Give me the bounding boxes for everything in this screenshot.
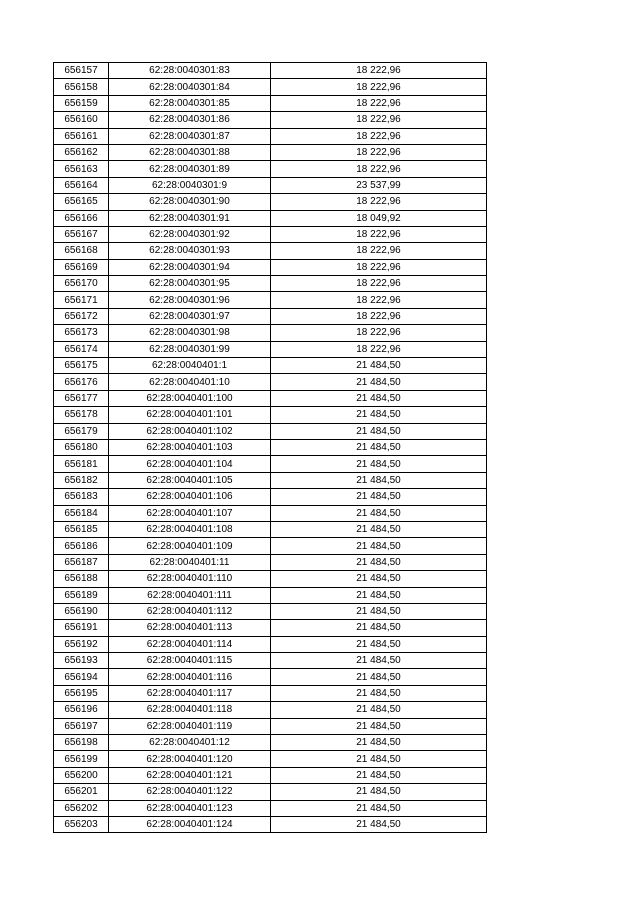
table-body xyxy=(54,63,487,833)
table-row xyxy=(54,276,487,292)
cadastral-number-cell: 62:28:0040301:96 xyxy=(109,292,271,308)
cadastral-number-cell: 62:28:0040401:122 xyxy=(109,784,271,800)
row-number-cell: 656188 xyxy=(54,571,109,587)
value-cell: 21 484,50 xyxy=(271,685,487,701)
value-cell: 21 484,50 xyxy=(271,784,487,800)
value-cell: 21 484,50 xyxy=(271,816,487,832)
cadastral-number-cell: 62:28:0040401:119 xyxy=(109,718,271,734)
table-row xyxy=(54,63,487,79)
table-row xyxy=(54,128,487,144)
table-row xyxy=(54,341,487,357)
table-row xyxy=(54,308,487,324)
value-cell: 21 484,50 xyxy=(271,456,487,472)
row-number-cell: 656178 xyxy=(54,407,109,423)
value-cell: 21 484,50 xyxy=(271,358,487,374)
cadastral-number-cell: 62:28:0040301:91 xyxy=(109,210,271,226)
row-number-cell: 656165 xyxy=(54,194,109,210)
value-cell: 21 484,50 xyxy=(271,718,487,734)
row-number-cell: 656185 xyxy=(54,521,109,537)
table-row xyxy=(54,751,487,767)
value-cell: 21 484,50 xyxy=(271,735,487,751)
cadastral-number-cell: 62:28:0040401:106 xyxy=(109,489,271,505)
value-cell: 21 484,50 xyxy=(271,636,487,652)
table-row xyxy=(54,112,487,128)
cadastral-number-cell: 62:28:0040401:120 xyxy=(109,751,271,767)
row-number-cell: 656170 xyxy=(54,276,109,292)
row-number-cell: 656191 xyxy=(54,620,109,636)
row-number-cell: 656180 xyxy=(54,439,109,455)
row-number-cell: 656157 xyxy=(54,63,109,79)
cadastral-number-cell: 62:28:0040301:92 xyxy=(109,226,271,242)
cadastral-number-cell: 62:28:0040401:110 xyxy=(109,571,271,587)
cadastral-number-cell: 62:28:0040401:115 xyxy=(109,653,271,669)
value-cell: 18 222,96 xyxy=(271,194,487,210)
row-number-cell: 656176 xyxy=(54,374,109,390)
cadastral-number-cell: 62:28:0040401:107 xyxy=(109,505,271,521)
table-row xyxy=(54,685,487,701)
row-number-cell: 656164 xyxy=(54,177,109,193)
table-row xyxy=(54,767,487,783)
cadastral-number-cell: 62:28:0040401:121 xyxy=(109,767,271,783)
table-row xyxy=(54,194,487,210)
cadastral-number-cell: 62:28:0040401:109 xyxy=(109,538,271,554)
cadastral-number-cell: 62:28:0040401:102 xyxy=(109,423,271,439)
value-cell: 21 484,50 xyxy=(271,751,487,767)
value-cell: 21 484,50 xyxy=(271,571,487,587)
row-number-cell: 656162 xyxy=(54,144,109,160)
table-row xyxy=(54,325,487,341)
row-number-cell: 656166 xyxy=(54,210,109,226)
table-row xyxy=(54,177,487,193)
row-number-cell: 656168 xyxy=(54,243,109,259)
value-cell: 18 049,92 xyxy=(271,210,487,226)
row-number-cell: 656182 xyxy=(54,472,109,488)
cadastral-number-cell: 62:28:0040301:95 xyxy=(109,276,271,292)
table-row xyxy=(54,144,487,160)
table-row xyxy=(54,210,487,226)
value-cell: 18 222,96 xyxy=(271,128,487,144)
table-row xyxy=(54,718,487,734)
row-number-cell: 656173 xyxy=(54,325,109,341)
cadastral-number-cell: 62:28:0040401:104 xyxy=(109,456,271,472)
value-cell: 18 222,96 xyxy=(271,292,487,308)
row-number-cell: 656169 xyxy=(54,259,109,275)
table-row xyxy=(54,636,487,652)
row-number-cell: 656174 xyxy=(54,341,109,357)
value-cell: 21 484,50 xyxy=(271,407,487,423)
cadastral-number-cell: 62:28:0040301:88 xyxy=(109,144,271,160)
value-cell: 21 484,50 xyxy=(271,702,487,718)
value-cell: 18 222,96 xyxy=(271,79,487,95)
row-number-cell: 656163 xyxy=(54,161,109,177)
row-number-cell: 656198 xyxy=(54,735,109,751)
row-number-cell: 656172 xyxy=(54,308,109,324)
cadastral-number-cell: 62:28:0040401:1 xyxy=(109,358,271,374)
table-row xyxy=(54,521,487,537)
value-cell: 21 484,50 xyxy=(271,423,487,439)
table-row xyxy=(54,423,487,439)
cadastral-number-cell: 62:28:0040301:87 xyxy=(109,128,271,144)
row-number-cell: 656181 xyxy=(54,456,109,472)
cadastral-number-cell: 62:28:0040401:124 xyxy=(109,816,271,832)
value-cell: 21 484,50 xyxy=(271,767,487,783)
value-cell: 21 484,50 xyxy=(271,505,487,521)
value-cell: 21 484,50 xyxy=(271,653,487,669)
row-number-cell: 656187 xyxy=(54,554,109,570)
row-number-cell: 656190 xyxy=(54,603,109,619)
value-cell: 18 222,96 xyxy=(271,161,487,177)
value-cell: 21 484,50 xyxy=(271,587,487,603)
table-row xyxy=(54,226,487,242)
value-cell: 18 222,96 xyxy=(271,308,487,324)
row-number-cell: 656196 xyxy=(54,702,109,718)
cadastral-number-cell: 62:28:0040301:9 xyxy=(109,177,271,193)
row-number-cell: 656171 xyxy=(54,292,109,308)
cadastral-number-cell: 62:28:0040401:117 xyxy=(109,685,271,701)
row-number-cell: 656203 xyxy=(54,816,109,832)
value-cell: 18 222,96 xyxy=(271,276,487,292)
cadastral-number-cell: 62:28:0040301:86 xyxy=(109,112,271,128)
value-cell: 21 484,50 xyxy=(271,620,487,636)
table-row xyxy=(54,439,487,455)
row-number-cell: 656200 xyxy=(54,767,109,783)
cadastral-number-cell: 62:28:0040301:85 xyxy=(109,95,271,111)
table-row xyxy=(54,784,487,800)
value-cell: 18 222,96 xyxy=(271,341,487,357)
table-row xyxy=(54,735,487,751)
row-number-cell: 656158 xyxy=(54,79,109,95)
row-number-cell: 656179 xyxy=(54,423,109,439)
cadastral-number-cell: 62:28:0040401:111 xyxy=(109,587,271,603)
table-row xyxy=(54,456,487,472)
row-number-cell: 656177 xyxy=(54,390,109,406)
row-number-cell: 656195 xyxy=(54,685,109,701)
row-number-cell: 656194 xyxy=(54,669,109,685)
cadastral-number-cell: 62:28:0040401:105 xyxy=(109,472,271,488)
cadastral-number-cell: 62:28:0040401:12 xyxy=(109,735,271,751)
table-row xyxy=(54,472,487,488)
cadastral-number-cell: 62:28:0040401:116 xyxy=(109,669,271,685)
table-row xyxy=(54,358,487,374)
cadastral-number-cell: 62:28:0040401:118 xyxy=(109,702,271,718)
row-number-cell: 656160 xyxy=(54,112,109,128)
value-cell: 21 484,50 xyxy=(271,390,487,406)
table-row xyxy=(54,161,487,177)
row-number-cell: 656199 xyxy=(54,751,109,767)
value-cell: 21 484,50 xyxy=(271,439,487,455)
value-cell: 21 484,50 xyxy=(271,521,487,537)
value-cell: 21 484,50 xyxy=(271,554,487,570)
cadastral-number-cell: 62:28:0040301:99 xyxy=(109,341,271,357)
row-number-cell: 656189 xyxy=(54,587,109,603)
value-cell: 21 484,50 xyxy=(271,603,487,619)
row-number-cell: 656197 xyxy=(54,718,109,734)
row-number-cell: 656202 xyxy=(54,800,109,816)
cadastral-number-cell: 62:28:0040301:89 xyxy=(109,161,271,177)
row-number-cell: 656161 xyxy=(54,128,109,144)
row-number-cell: 656201 xyxy=(54,784,109,800)
table-row xyxy=(54,702,487,718)
value-cell: 18 222,96 xyxy=(271,243,487,259)
value-cell: 21 484,50 xyxy=(271,489,487,505)
cadastral-number-cell: 62:28:0040301:83 xyxy=(109,63,271,79)
table-row xyxy=(54,554,487,570)
table-row xyxy=(54,571,487,587)
row-number-cell: 656167 xyxy=(54,226,109,242)
cadastral-number-cell: 62:28:0040301:98 xyxy=(109,325,271,341)
table-row xyxy=(54,374,487,390)
cadastral-number-cell: 62:28:0040401:101 xyxy=(109,407,271,423)
value-cell: 18 222,96 xyxy=(271,226,487,242)
table-row xyxy=(54,259,487,275)
table-row xyxy=(54,243,487,259)
cadastral-number-cell: 62:28:0040301:93 xyxy=(109,243,271,259)
value-cell: 21 484,50 xyxy=(271,472,487,488)
cadastral-number-cell: 62:28:0040301:94 xyxy=(109,259,271,275)
table-row xyxy=(54,95,487,111)
cadastral-number-cell: 62:28:0040401:10 xyxy=(109,374,271,390)
row-number-cell: 656184 xyxy=(54,505,109,521)
table-row xyxy=(54,79,487,95)
row-number-cell: 656192 xyxy=(54,636,109,652)
cadastral-number-cell: 62:28:0040401:11 xyxy=(109,554,271,570)
value-cell: 21 484,50 xyxy=(271,669,487,685)
cadastral-number-cell: 62:28:0040301:97 xyxy=(109,308,271,324)
cadastral-number-cell: 62:28:0040301:90 xyxy=(109,194,271,210)
table-row xyxy=(54,620,487,636)
table-row xyxy=(54,390,487,406)
table-row xyxy=(54,587,487,603)
value-cell: 18 222,96 xyxy=(271,325,487,341)
table-row xyxy=(54,653,487,669)
row-number-cell: 656175 xyxy=(54,358,109,374)
table-row xyxy=(54,292,487,308)
value-cell: 18 222,96 xyxy=(271,112,487,128)
row-number-cell: 656159 xyxy=(54,95,109,111)
row-number-cell: 656186 xyxy=(54,538,109,554)
cadastral-number-cell: 62:28:0040401:114 xyxy=(109,636,271,652)
value-cell: 18 222,96 xyxy=(271,95,487,111)
cadastral-number-cell: 62:28:0040401:103 xyxy=(109,439,271,455)
document-page xyxy=(53,62,487,833)
table-row xyxy=(54,505,487,521)
table-row xyxy=(54,603,487,619)
cadastral-number-cell: 62:28:0040401:123 xyxy=(109,800,271,816)
cadastral-number-cell: 62:28:0040401:100 xyxy=(109,390,271,406)
cadastral-number-cell: 62:28:0040301:84 xyxy=(109,79,271,95)
value-cell: 21 484,50 xyxy=(271,800,487,816)
table-row xyxy=(54,800,487,816)
table-row xyxy=(54,407,487,423)
row-number-cell: 656183 xyxy=(54,489,109,505)
table-row xyxy=(54,669,487,685)
table-row xyxy=(54,538,487,554)
value-cell: 23 537,99 xyxy=(271,177,487,193)
table-row xyxy=(54,816,487,832)
value-cell: 21 484,50 xyxy=(271,538,487,554)
value-cell: 18 222,96 xyxy=(271,144,487,160)
cadastral-number-cell: 62:28:0040401:113 xyxy=(109,620,271,636)
value-cell: 21 484,50 xyxy=(271,374,487,390)
row-number-cell: 656193 xyxy=(54,653,109,669)
cadastral-number-cell: 62:28:0040401:112 xyxy=(109,603,271,619)
table-row xyxy=(54,489,487,505)
value-cell: 18 222,96 xyxy=(271,63,487,79)
cadastral-number-cell: 62:28:0040401:108 xyxy=(109,521,271,537)
value-cell: 18 222,96 xyxy=(271,259,487,275)
cadastral-value-table xyxy=(53,62,487,833)
